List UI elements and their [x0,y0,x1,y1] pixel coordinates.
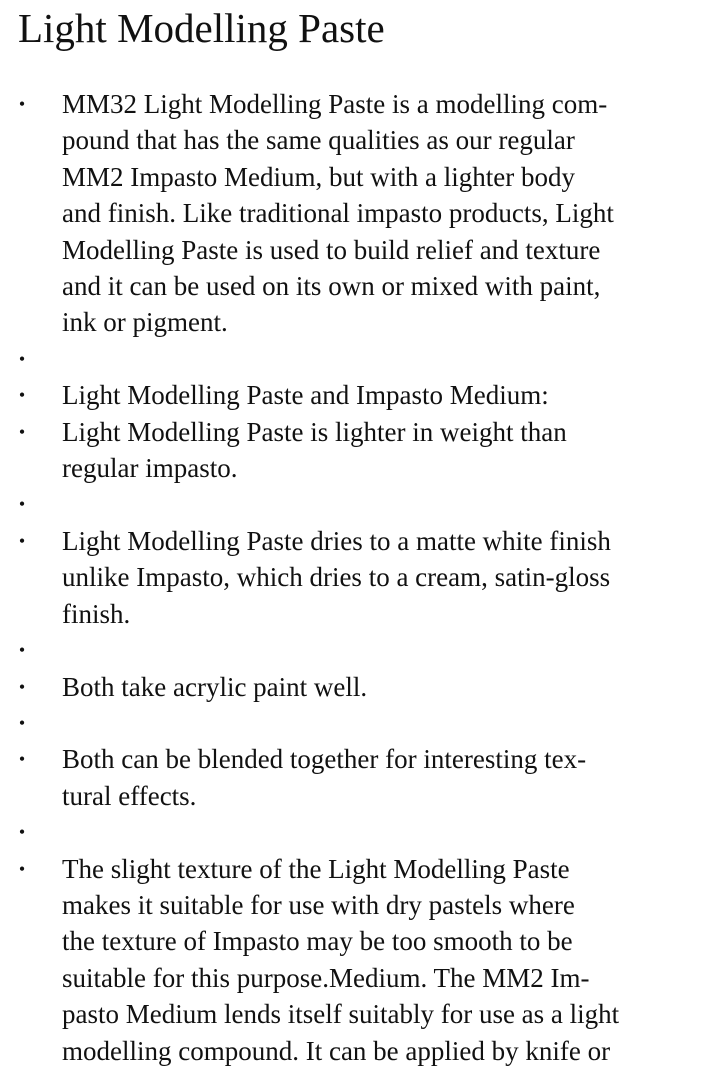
list-item-line [62,814,684,850]
list-item-line: Light Modelling Paste dries to a matte white finish [62,525,611,556]
list-item-line: and it can be used on its own or mixed with paint, [62,271,601,302]
list-item-line: finish. [62,598,131,629]
list-item-line: Both can be blended together for interesting tex- [62,744,587,775]
list-item [0,669,720,705]
bullet-icon: • [18,822,26,843]
bullet-icon: • [18,712,26,733]
list-item-line [62,632,684,668]
list-item-line [62,705,684,741]
list-item-line: Both take acrylic paint well. [62,671,368,702]
list-item [0,414,720,487]
list-item [0,632,720,668]
list-item [0,705,720,741]
bullet-icon: • [18,421,26,442]
list-item [0,814,720,850]
bullet-icon: • [18,94,26,114]
list-item [0,851,720,1069]
bullet-list [0,86,720,1069]
list-item-line: pound that has the same qualities as our regular [62,125,575,156]
list-item [0,523,720,632]
list-item-line: MM32 Light Modelling Paste is a modelling com- [62,89,608,119]
list-item-line: ink or pigment. [62,307,228,338]
bullet-icon: • [18,676,26,697]
bullet-icon: • [18,858,26,879]
bullet-icon: • [18,494,26,515]
list-item-line: makes it suitable for use with dry pastels where [62,889,575,920]
list-item [0,86,720,341]
list-item [0,486,720,522]
list-item-line [62,341,684,377]
list-item-line: Light Modelling Paste and Impasto Medium: [62,380,549,411]
list-item [0,377,720,413]
bullet-icon: • [18,749,26,770]
list-item-line: the texture of Impasto may be too smooth to be [62,926,573,957]
list-item-line: unlike Impasto, which dries to a cream, satin-gloss [62,562,611,593]
list-item-line: pasto Medium lends itself suitably for use as a light [62,999,620,1030]
bullet-icon: • [18,385,26,406]
bullet-icon: • [18,640,26,661]
list-item-line [62,486,684,522]
list-item-line: Modelling Paste is used to build relief and texture [62,234,601,265]
list-item-line: MM2 Impasto Medium, but with a lighter body [62,161,575,192]
list-item-line: The slight texture of the Light Modelling Paste [62,853,570,884]
list-item-line: and finish. Like traditional impasto products, Light [62,198,614,229]
list-item-line: tural effects. [62,780,197,811]
bullet-icon: • [18,348,26,369]
list-item-line: regular impasto. [62,453,238,484]
list-item-line: modelling compound. It can be applied by knife or [62,1035,611,1066]
list-item [0,741,720,814]
list-item-line: Light Modelling Paste is lighter in weight than [62,416,567,447]
page-title: Light Modelling Paste [18,5,385,51]
bullet-icon: • [18,530,26,551]
list-item-line: suitable for this purpose.Medium. The MM2 Im- [62,962,590,993]
list-item [0,341,720,377]
